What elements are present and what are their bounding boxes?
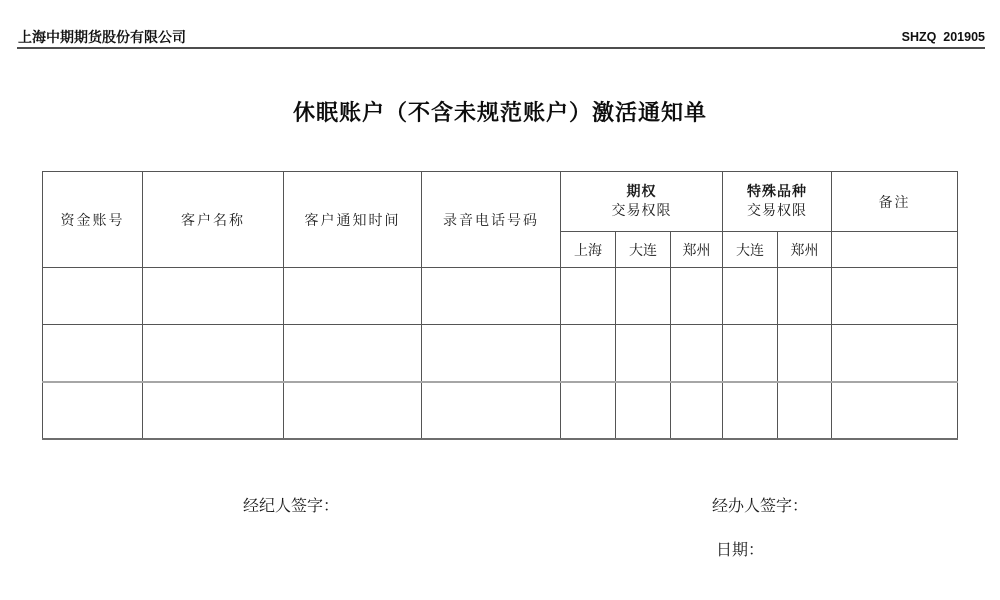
table-cell: [422, 268, 561, 325]
table-cell: [43, 382, 143, 439]
table-cell: [43, 325, 143, 382]
handler-signature-label: 经办人签字：: [712, 498, 809, 515]
table-cell: [422, 325, 561, 382]
group-header-special-subtitle: 交易权限: [747, 203, 808, 219]
column-header-account-label: 资金账号: [60, 213, 125, 229]
header-row-top: [43, 172, 958, 232]
column-header-phone: [422, 172, 561, 268]
sub-header-dalian-options: 大连: [616, 232, 671, 268]
table-cell: [832, 382, 958, 439]
company-name: 上海中期期货股份有限公司: [18, 29, 186, 45]
table-cell: [832, 268, 958, 325]
letterhead-divider: [17, 47, 985, 49]
table-cell: [778, 268, 832, 325]
table-cell: [671, 268, 723, 325]
table-cell: [723, 382, 778, 439]
table-row: [43, 325, 958, 382]
table-cell: [143, 325, 284, 382]
sub-header-dalian-special: 大连: [723, 232, 778, 268]
doc-code: SHZQ 201905: [901, 30, 985, 44]
table-cell: [671, 325, 723, 382]
table-cell: [561, 325, 616, 382]
table-cell: [284, 325, 422, 382]
column-header-notify-time-label: 客户通知时间: [304, 213, 401, 229]
table-cell: [778, 325, 832, 382]
table-row: [43, 268, 958, 325]
date-label: 日期：: [716, 542, 765, 559]
table-cell: [671, 382, 723, 439]
table-cell: [723, 325, 778, 382]
column-header-customer-name: [143, 172, 284, 268]
table-cell: [561, 268, 616, 325]
broker-signature-label: 经纪人签字：: [243, 498, 340, 515]
sub-header-zhengzhou-options: 郑州: [671, 232, 723, 268]
page-title: 休眠账户（不含未规范账户）激活通知单: [292, 100, 707, 125]
group-header-options: [561, 172, 723, 232]
remark-sub-cell: [832, 232, 958, 268]
group-header-options-subtitle: 交易权限: [611, 203, 672, 219]
column-header-notify-time: [284, 172, 422, 268]
table-cell: [561, 382, 616, 439]
sub-header-zhengzhou-special: 郑州: [778, 232, 832, 268]
table-cell: [723, 268, 778, 325]
table-cell: [616, 268, 671, 325]
group-header-options-title: 期权: [626, 184, 657, 200]
column-header-customer-name-label: 客户名称: [181, 213, 245, 229]
table-row: [43, 382, 958, 439]
column-header-phone-label: 录音电话号码: [443, 213, 539, 229]
table-cell: [778, 382, 832, 439]
table-cell: [422, 382, 561, 439]
form-table-container: [42, 171, 958, 440]
table-cell: [284, 382, 422, 439]
table-cell: [616, 382, 671, 439]
table-cell: [143, 382, 284, 439]
form-table: [42, 171, 958, 440]
sub-header-shanghai: 上海: [561, 232, 616, 268]
table-cell: [143, 268, 284, 325]
group-header-special-title: 特殊品种: [747, 184, 808, 200]
table-cell: [284, 268, 422, 325]
column-header-remark: [832, 172, 958, 232]
column-header-account: [43, 172, 143, 268]
table-cell: [616, 325, 671, 382]
table-cell: [43, 268, 143, 325]
column-header-remark-label: 备注: [878, 195, 911, 211]
group-header-special: [723, 172, 832, 232]
table-cell: [832, 325, 958, 382]
